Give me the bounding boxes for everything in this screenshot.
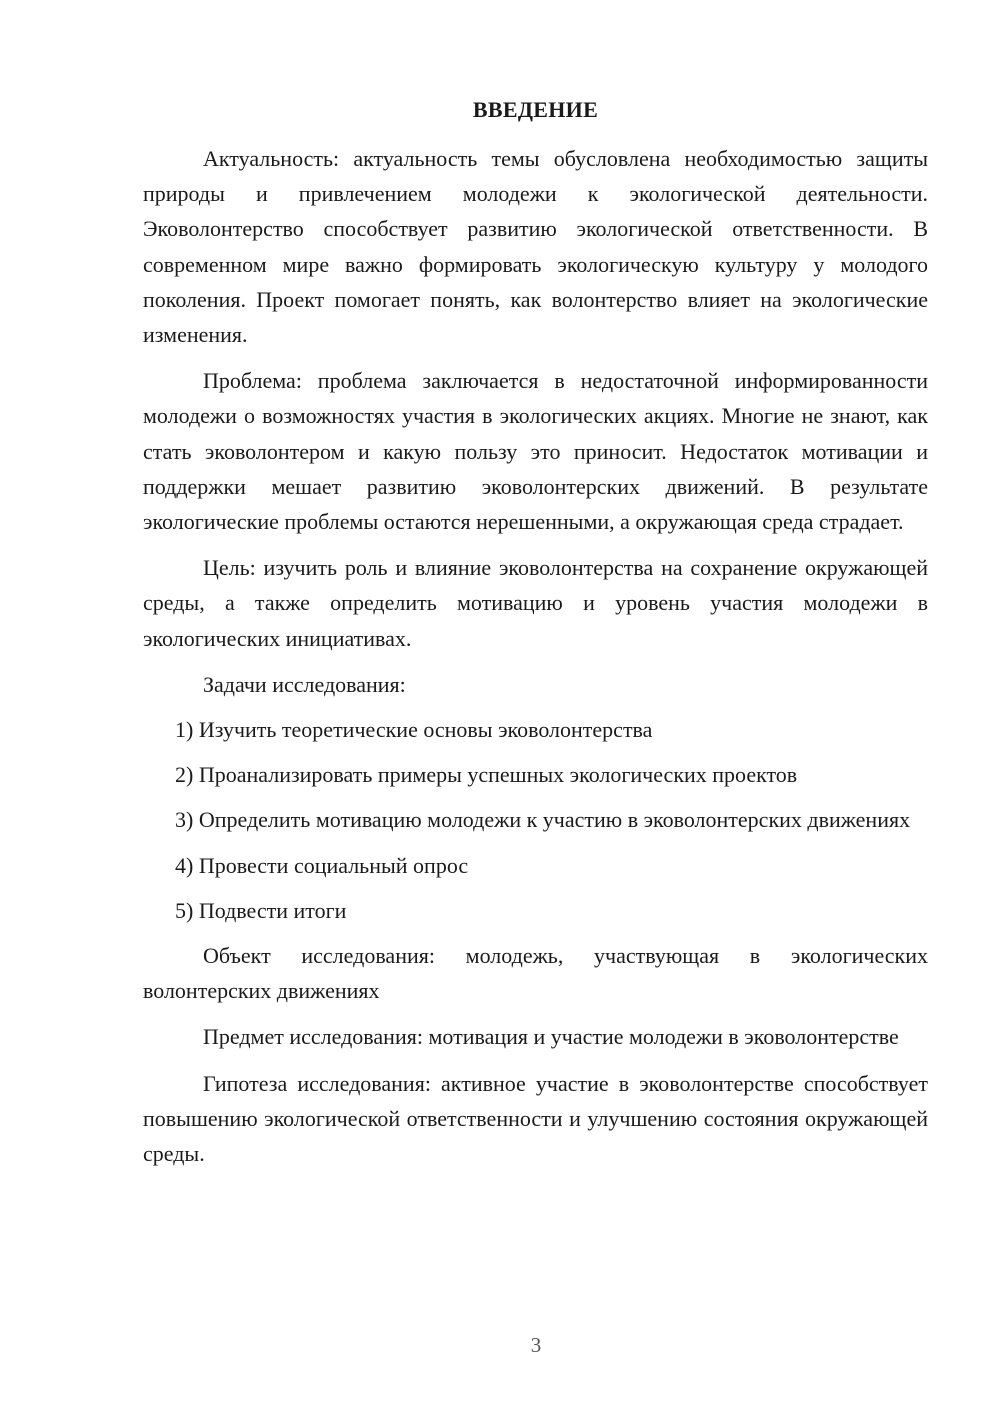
task-item: 5) Подвести итоги — [175, 897, 347, 923]
hypothesis-paragraph: Гипотеза исследования: активное участие в эковолонтерстве способствует повышению экологической ответственности и улучшению состояния окружающей среды. — [143, 1070, 928, 1167]
page-content — [143, 92, 928, 1182]
task-item: 4) Провести социальный опрос — [175, 852, 469, 878]
tasks-heading: Задачи исследования: — [203, 671, 406, 697]
relevance-paragraph: Актуальность: актуальность темы обусловлена необходимостью защиты природы и привлечением молодежи к экологической деятельности. Эковолонтерство способствует развитию экологической ответственности. В современном мире важно формировать экологическую культуру у молодого поколения. Проект помогает понять, как волонтерство влияет на экологические изменения. — [143, 146, 928, 348]
object-paragraph: Объект исследования: молодежь, участвующая в экологических волонтерских движениях — [143, 943, 928, 1004]
subject-paragraph: Предмет исследования: мотивация и участие молодежи в эковолонтерстве — [203, 1024, 899, 1050]
page-number: 3 — [530, 1333, 542, 1357]
goal-paragraph: Цель: изучить роль и влияние эковолонтерства на сохранение окружающей среды, а также определить мотивацию и уровень участия молодежи в экологических инициативах. — [143, 555, 928, 651]
task-item: 3) Определить мотивацию молодежи к участию в эковолонтерских движениях — [175, 807, 911, 833]
section-title: ВВЕДЕНИЕ — [472, 97, 599, 122]
task-item: 2) Проанализировать примеры успешных экологических проектов — [175, 762, 798, 788]
problem-paragraph: Проблема: проблема заключается в недостаточной информированности молодежи о возможностях участия в экологических акциях. Многие не знают, как стать эковолонтером и какую пользу это приносит. Недостаток мотивации и поддержки мешает развитию эковолонтерских движений. В результате экологические проблемы остаются нерешенными, а окружающая среда страдает. — [143, 368, 928, 535]
task-item: 1) Изучить теоретические основы эковолонтерства — [175, 717, 653, 743]
